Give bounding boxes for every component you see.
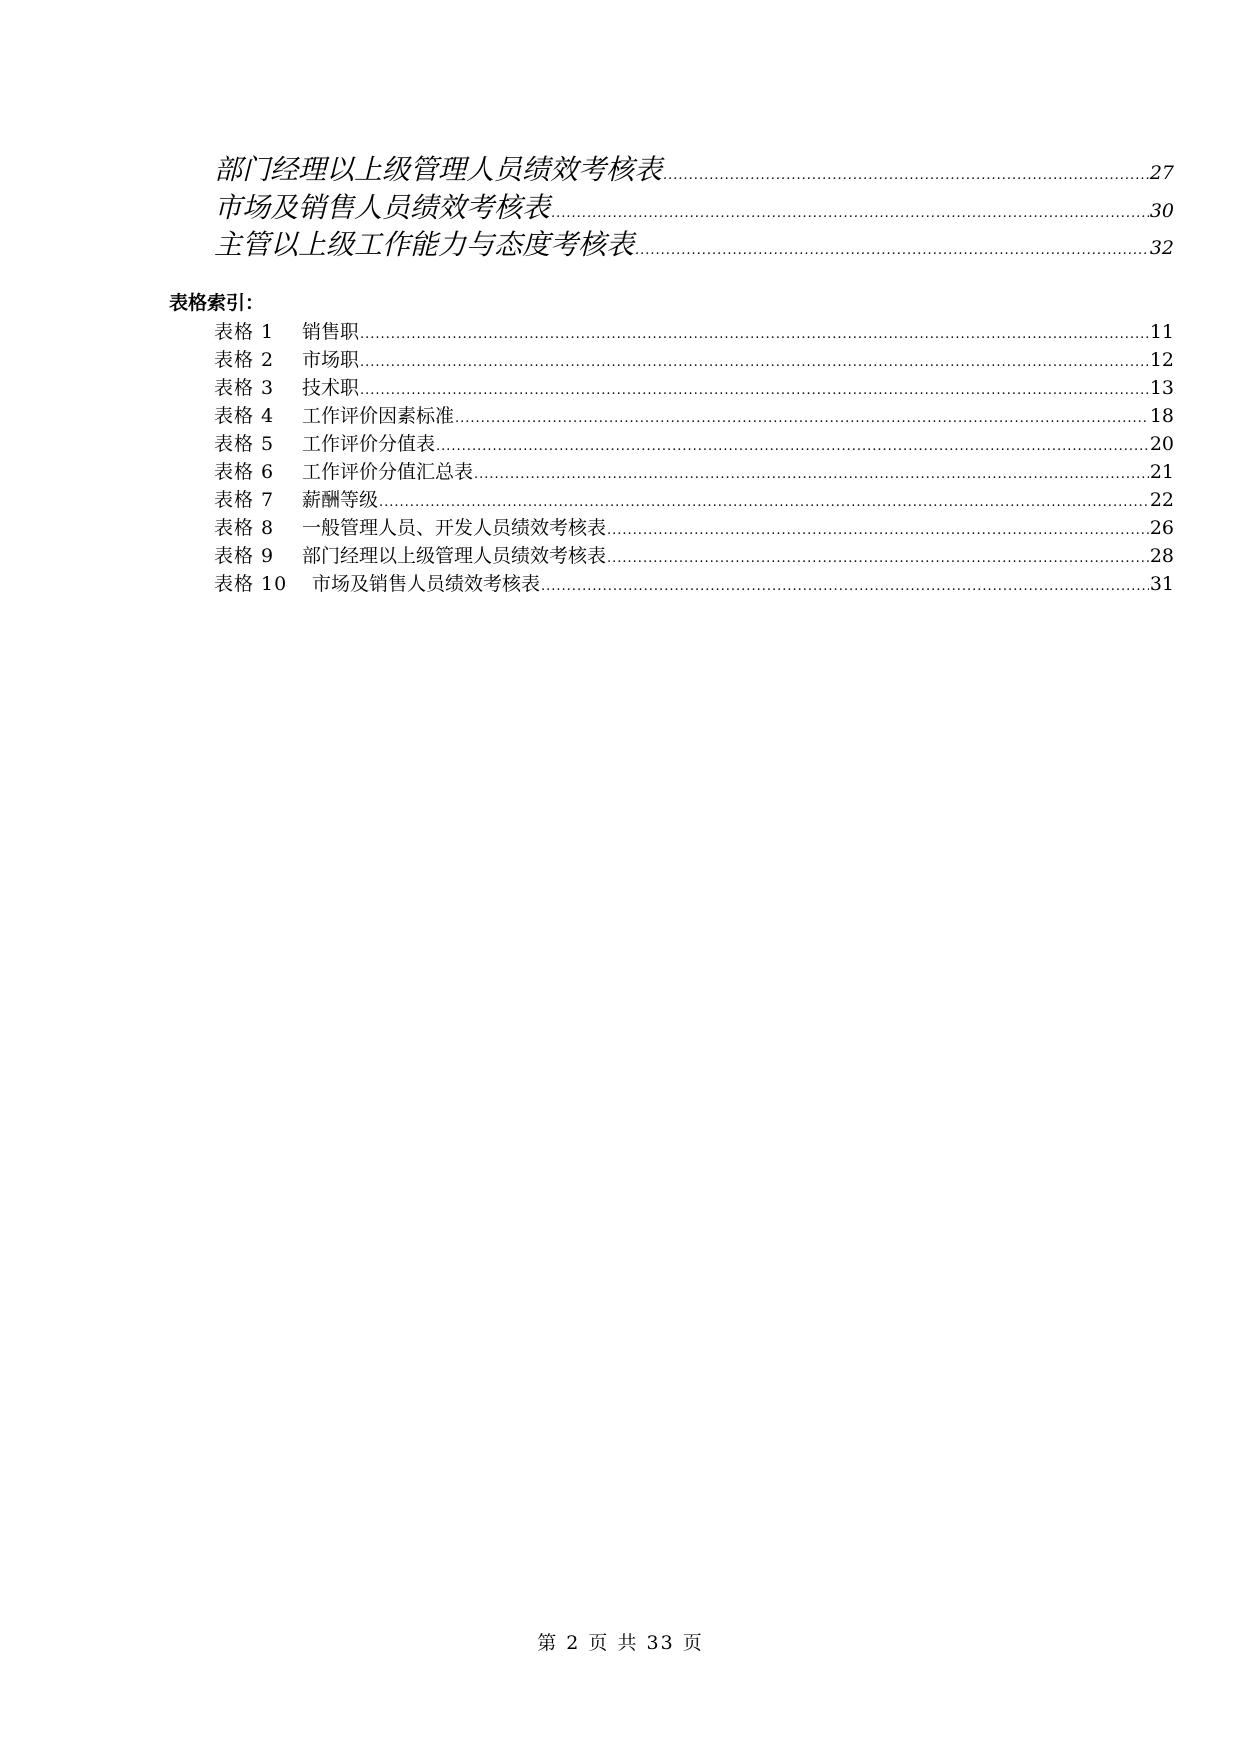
table-page: 11 xyxy=(1149,321,1174,343)
table-index-list xyxy=(214,318,1174,598)
table-title: 薪酬等级 xyxy=(302,489,379,511)
table-label: 表格 4 xyxy=(214,405,275,427)
table-page: 28 xyxy=(1149,545,1174,567)
table-label: 表格 7 xyxy=(214,489,275,511)
table-page: 26 xyxy=(1149,517,1174,539)
toc-entry-page: 32 xyxy=(1149,237,1174,259)
dot-leader xyxy=(360,377,1149,405)
table-title: 部门经理以上级管理人员绩效考核表 xyxy=(302,545,607,567)
dot-leader xyxy=(360,321,1149,349)
dot-leader xyxy=(541,573,1149,601)
table-title: 市场及销售人员绩效考核表 xyxy=(312,573,541,595)
dot-leader xyxy=(607,517,1149,545)
dot-leader xyxy=(474,461,1149,489)
table-label: 表格 5 xyxy=(214,433,275,455)
table-title: 技术职 xyxy=(302,377,360,399)
toc-entry-page: 27 xyxy=(1149,162,1174,184)
dot-leader xyxy=(360,349,1149,377)
toc-entry[interactable] xyxy=(214,190,1174,232)
table-page: 20 xyxy=(1149,433,1174,455)
table-index-item[interactable] xyxy=(214,402,1174,430)
table-label: 表格 8 xyxy=(214,517,275,539)
table-title: 市场职 xyxy=(302,349,360,371)
table-page: 12 xyxy=(1149,349,1174,371)
table-index-item[interactable] xyxy=(214,514,1174,542)
table-title: 工作评价分值表 xyxy=(302,433,436,455)
toc-entry-title: 部门经理以上级管理人员绩效考核表 xyxy=(214,153,663,186)
table-label: 表格 10 xyxy=(214,573,288,595)
page-footer: 第 2 页 共 33 页 xyxy=(537,1632,704,1654)
table-page: 31 xyxy=(1149,573,1174,595)
table-label: 表格 1 xyxy=(214,321,275,343)
toc-entry[interactable] xyxy=(214,227,1174,269)
table-label: 表格 6 xyxy=(214,461,275,483)
table-title: 工作评价分值汇总表 xyxy=(302,461,474,483)
dot-leader xyxy=(635,233,1149,269)
table-index-item[interactable] xyxy=(214,346,1174,374)
table-page: 21 xyxy=(1149,461,1174,483)
table-page: 13 xyxy=(1149,377,1174,399)
table-title: 工作评价因素标准 xyxy=(302,405,455,427)
dot-leader xyxy=(663,158,1149,194)
table-index-item[interactable] xyxy=(214,570,1174,598)
table-label: 表格 9 xyxy=(214,545,275,567)
table-title: 一般管理人员、开发人员绩效考核表 xyxy=(302,517,607,539)
dot-leader xyxy=(436,433,1149,461)
table-index-item[interactable] xyxy=(214,542,1174,570)
table-index-item[interactable] xyxy=(214,486,1174,514)
toc-entry[interactable] xyxy=(214,152,1174,194)
table-index-item[interactable] xyxy=(214,458,1174,486)
table-page: 22 xyxy=(1149,489,1174,511)
dot-leader xyxy=(607,545,1149,573)
table-title: 销售职 xyxy=(302,321,360,343)
table-label: 表格 3 xyxy=(214,377,275,399)
table-label: 表格 2 xyxy=(214,349,275,371)
table-index-item[interactable] xyxy=(214,318,1174,346)
toc-entry-page: 30 xyxy=(1149,200,1174,222)
toc-entry-title: 市场及销售人员绩效考核表 xyxy=(214,191,551,224)
table-index-item[interactable] xyxy=(214,374,1174,402)
toc-entry-title: 主管以上级工作能力与态度考核表 xyxy=(214,228,635,261)
table-index-heading: 表格索引： xyxy=(169,292,265,314)
dot-leader xyxy=(379,489,1149,517)
table-page: 18 xyxy=(1149,405,1174,427)
table-index-item[interactable] xyxy=(214,430,1174,458)
dot-leader xyxy=(455,405,1149,433)
